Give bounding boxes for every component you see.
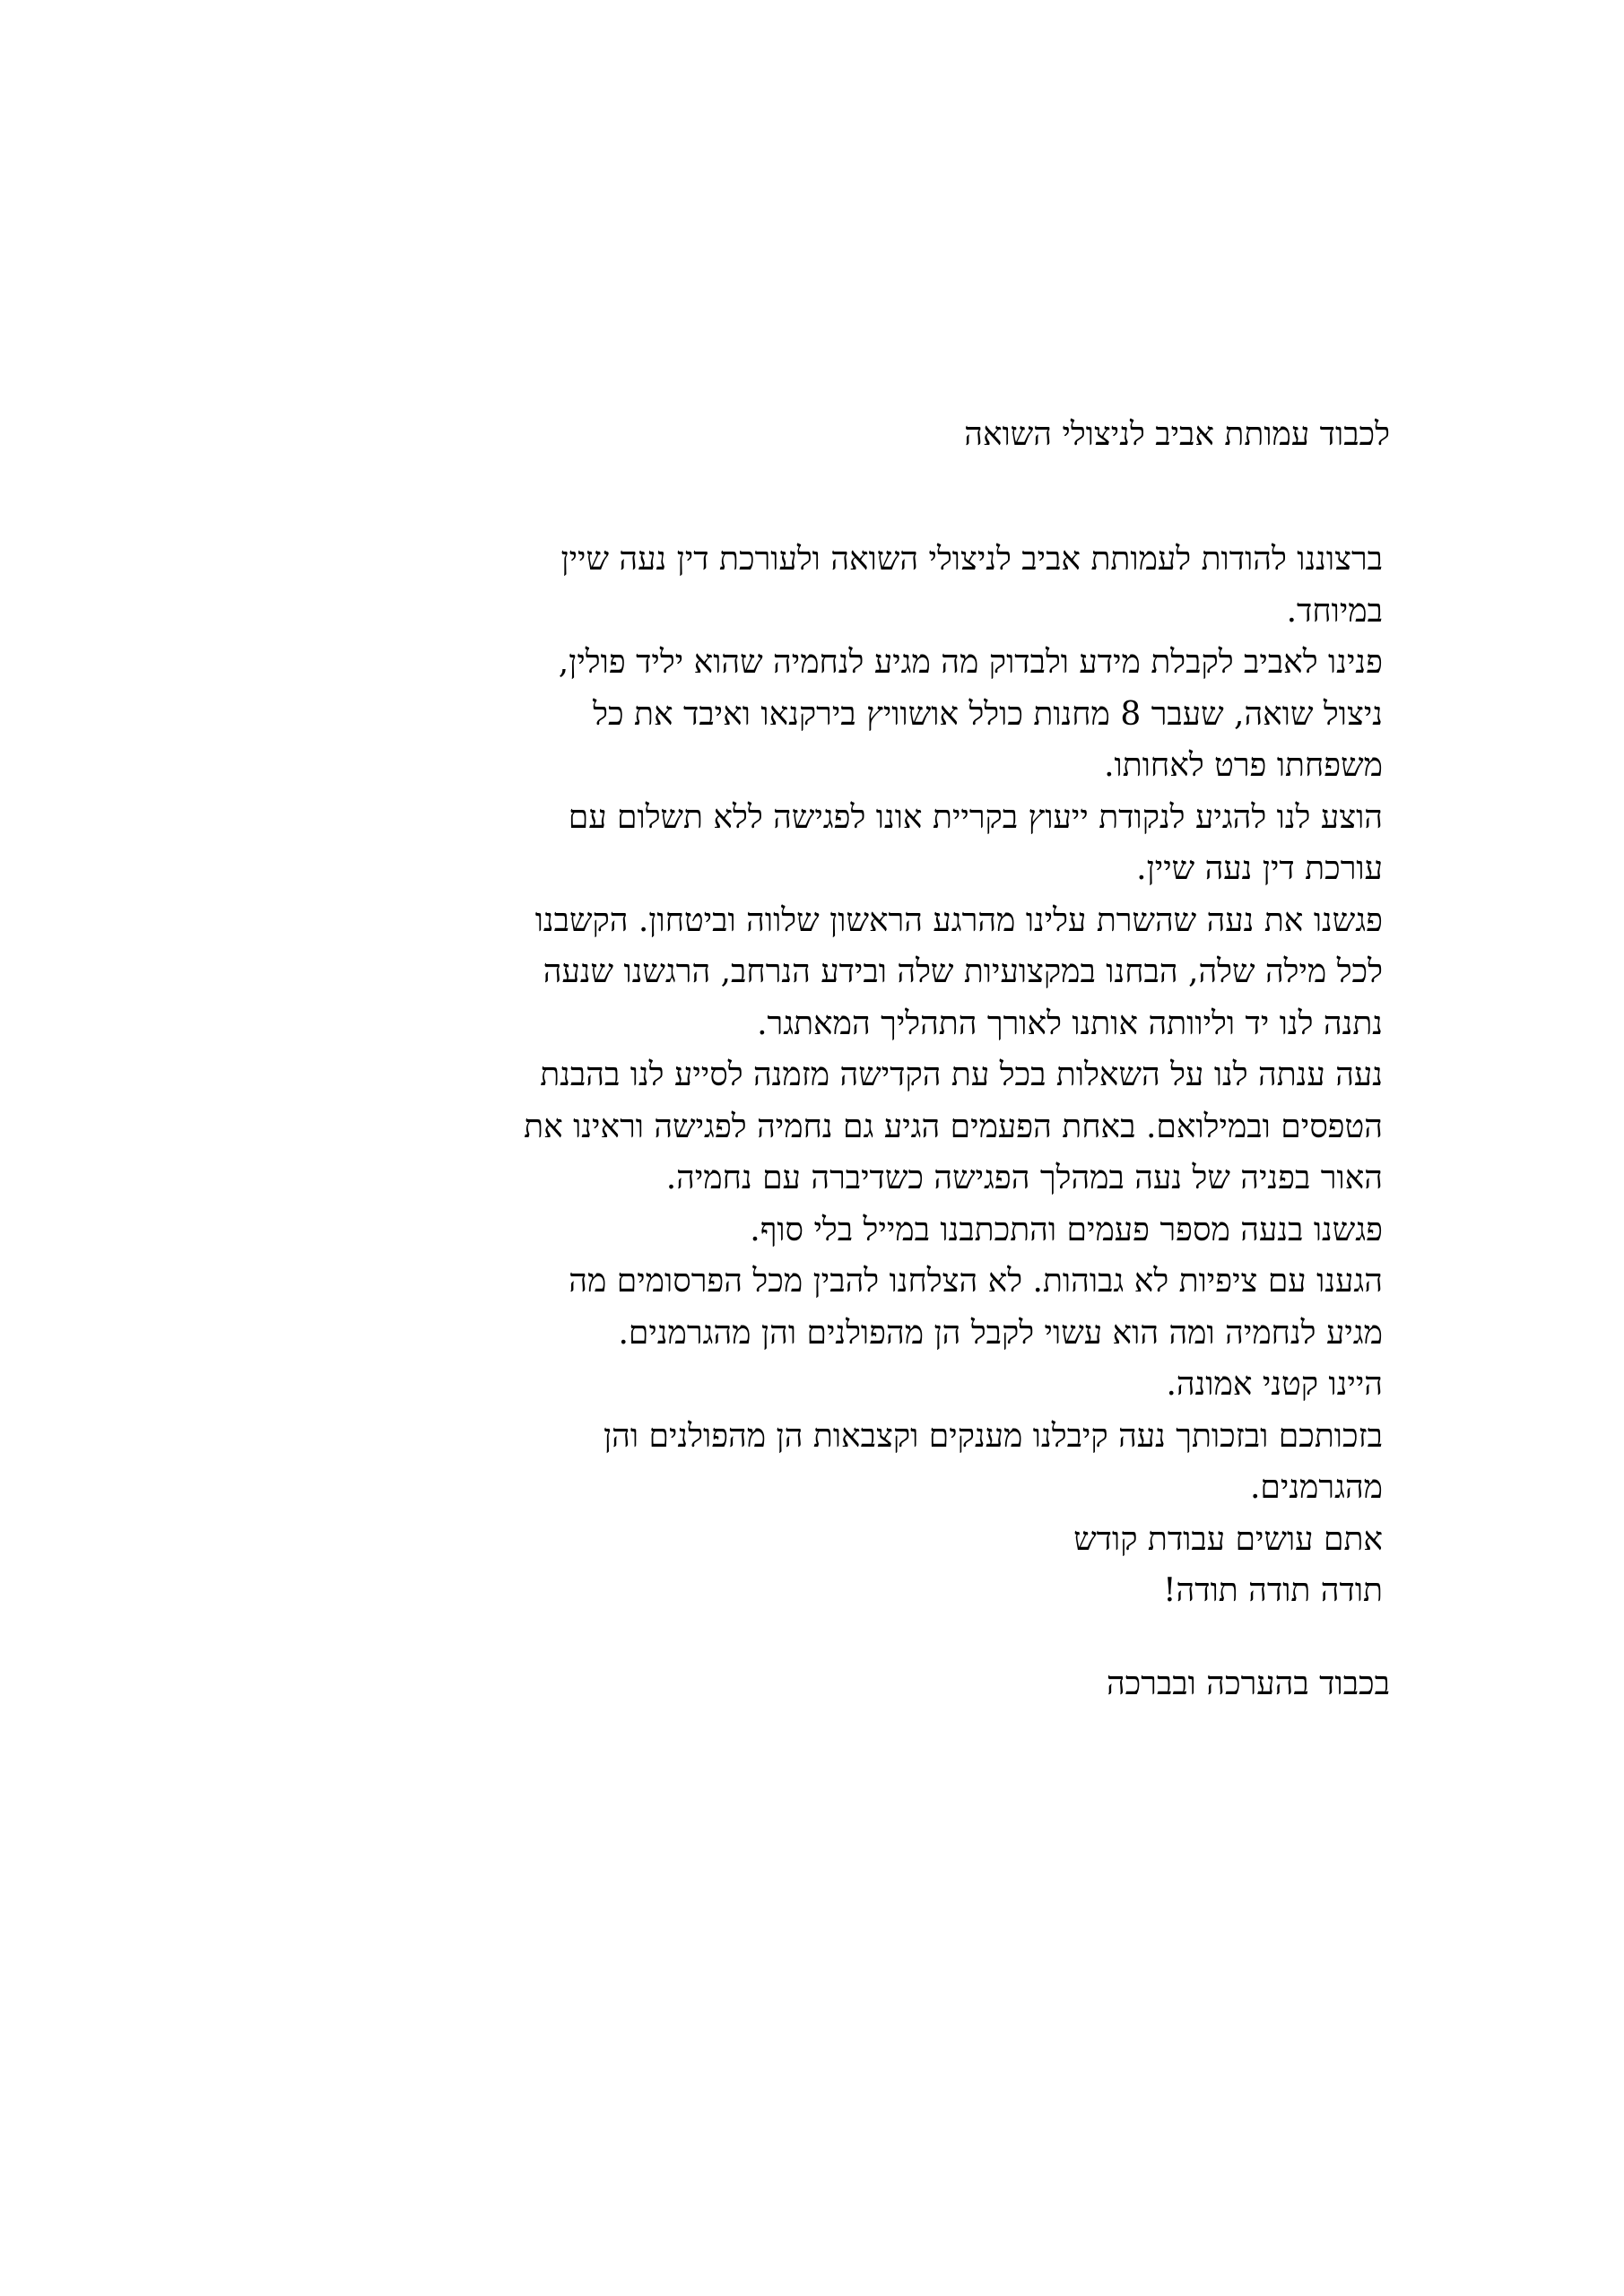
body-line: עורכת דין נעה שיין. xyxy=(1136,850,1383,887)
closing-signoff: בכבוד בהערכה ובברכה xyxy=(1106,1665,1390,1702)
letter-body xyxy=(233,534,1390,1617)
body-line: הוצע לנו להגיע לנקודת ייעוץ בקריית אונו לפגישה ללא תשלום עם xyxy=(568,798,1383,836)
body-line: הגענו עם ציפיות לא גבוהות. לא הצלחנו להבין מכל הפרסומים מה xyxy=(569,1263,1383,1300)
body-line: מגיע לנחמיה ומה הוא עשוי לקבל הן מהפולנים והן מהגרמנים. xyxy=(618,1314,1383,1352)
body-line: ברצוננו להודות לעמותת אביב לניצולי השואה ולעורכת דין נעה שיין xyxy=(560,541,1383,578)
body-line: בזכותכם ובזכותך נעה קיבלנו מענקים וקצבאות הן מהפולנים והן xyxy=(604,1417,1383,1455)
body-line: פגשנו את נעה שהשרת עלינו מהרגע הראשון שלווה וביטחון. הקשבנו xyxy=(534,901,1383,939)
body-line: היינו קטני אמונה. xyxy=(1166,1366,1383,1403)
body-line: תודה תודה תודה! xyxy=(1163,1572,1383,1609)
letter-title: לכבוד עמותת אביב לניצולי השואה xyxy=(964,416,1390,453)
body-line: נתנה לנו יד וליוותה אותנו לאורך התהליך המאתגר. xyxy=(757,1004,1383,1042)
letter xyxy=(233,408,1390,1711)
body-line: משפחתו פרט לאחותו. xyxy=(1104,747,1383,784)
body-line: האור בפניה של נעה במהלך הפגישה כשדיברה עם נחמיה. xyxy=(665,1160,1383,1196)
body-line: ניצול שואה, שעבר 8 מחנות כולל אושוויץ בירקנאו ואיבד את כל xyxy=(593,695,1383,733)
body-line: פגשנו בנעה מספר פעמים והתכתבנו במייל בלי סוף. xyxy=(750,1211,1383,1248)
body-line: נעה ענתה לנו על השאלות בכל עת הקדישה מזמנה לסייע לנו בהבנת xyxy=(540,1057,1383,1093)
body-line: מהגרמנים. xyxy=(1249,1469,1383,1506)
body-line: פנינו לאביב לקבלת מידע ולבדוק מה מגיע לנחמיה שהוא יליד פולין, xyxy=(558,644,1383,681)
body-line: לכל מילה שלה, הבחנו במקצועיות שלה ובידע הנרחב, הרגשנו שנעה xyxy=(543,953,1383,990)
body-line: אתם עושים עבודת קודש xyxy=(1073,1520,1383,1558)
body-line: במיוחד. xyxy=(1286,592,1383,630)
body-line: הטפסים ובמילואם. באחת הפעמים הגיע גם נחמיה לפגישה וראינו את xyxy=(524,1108,1383,1145)
